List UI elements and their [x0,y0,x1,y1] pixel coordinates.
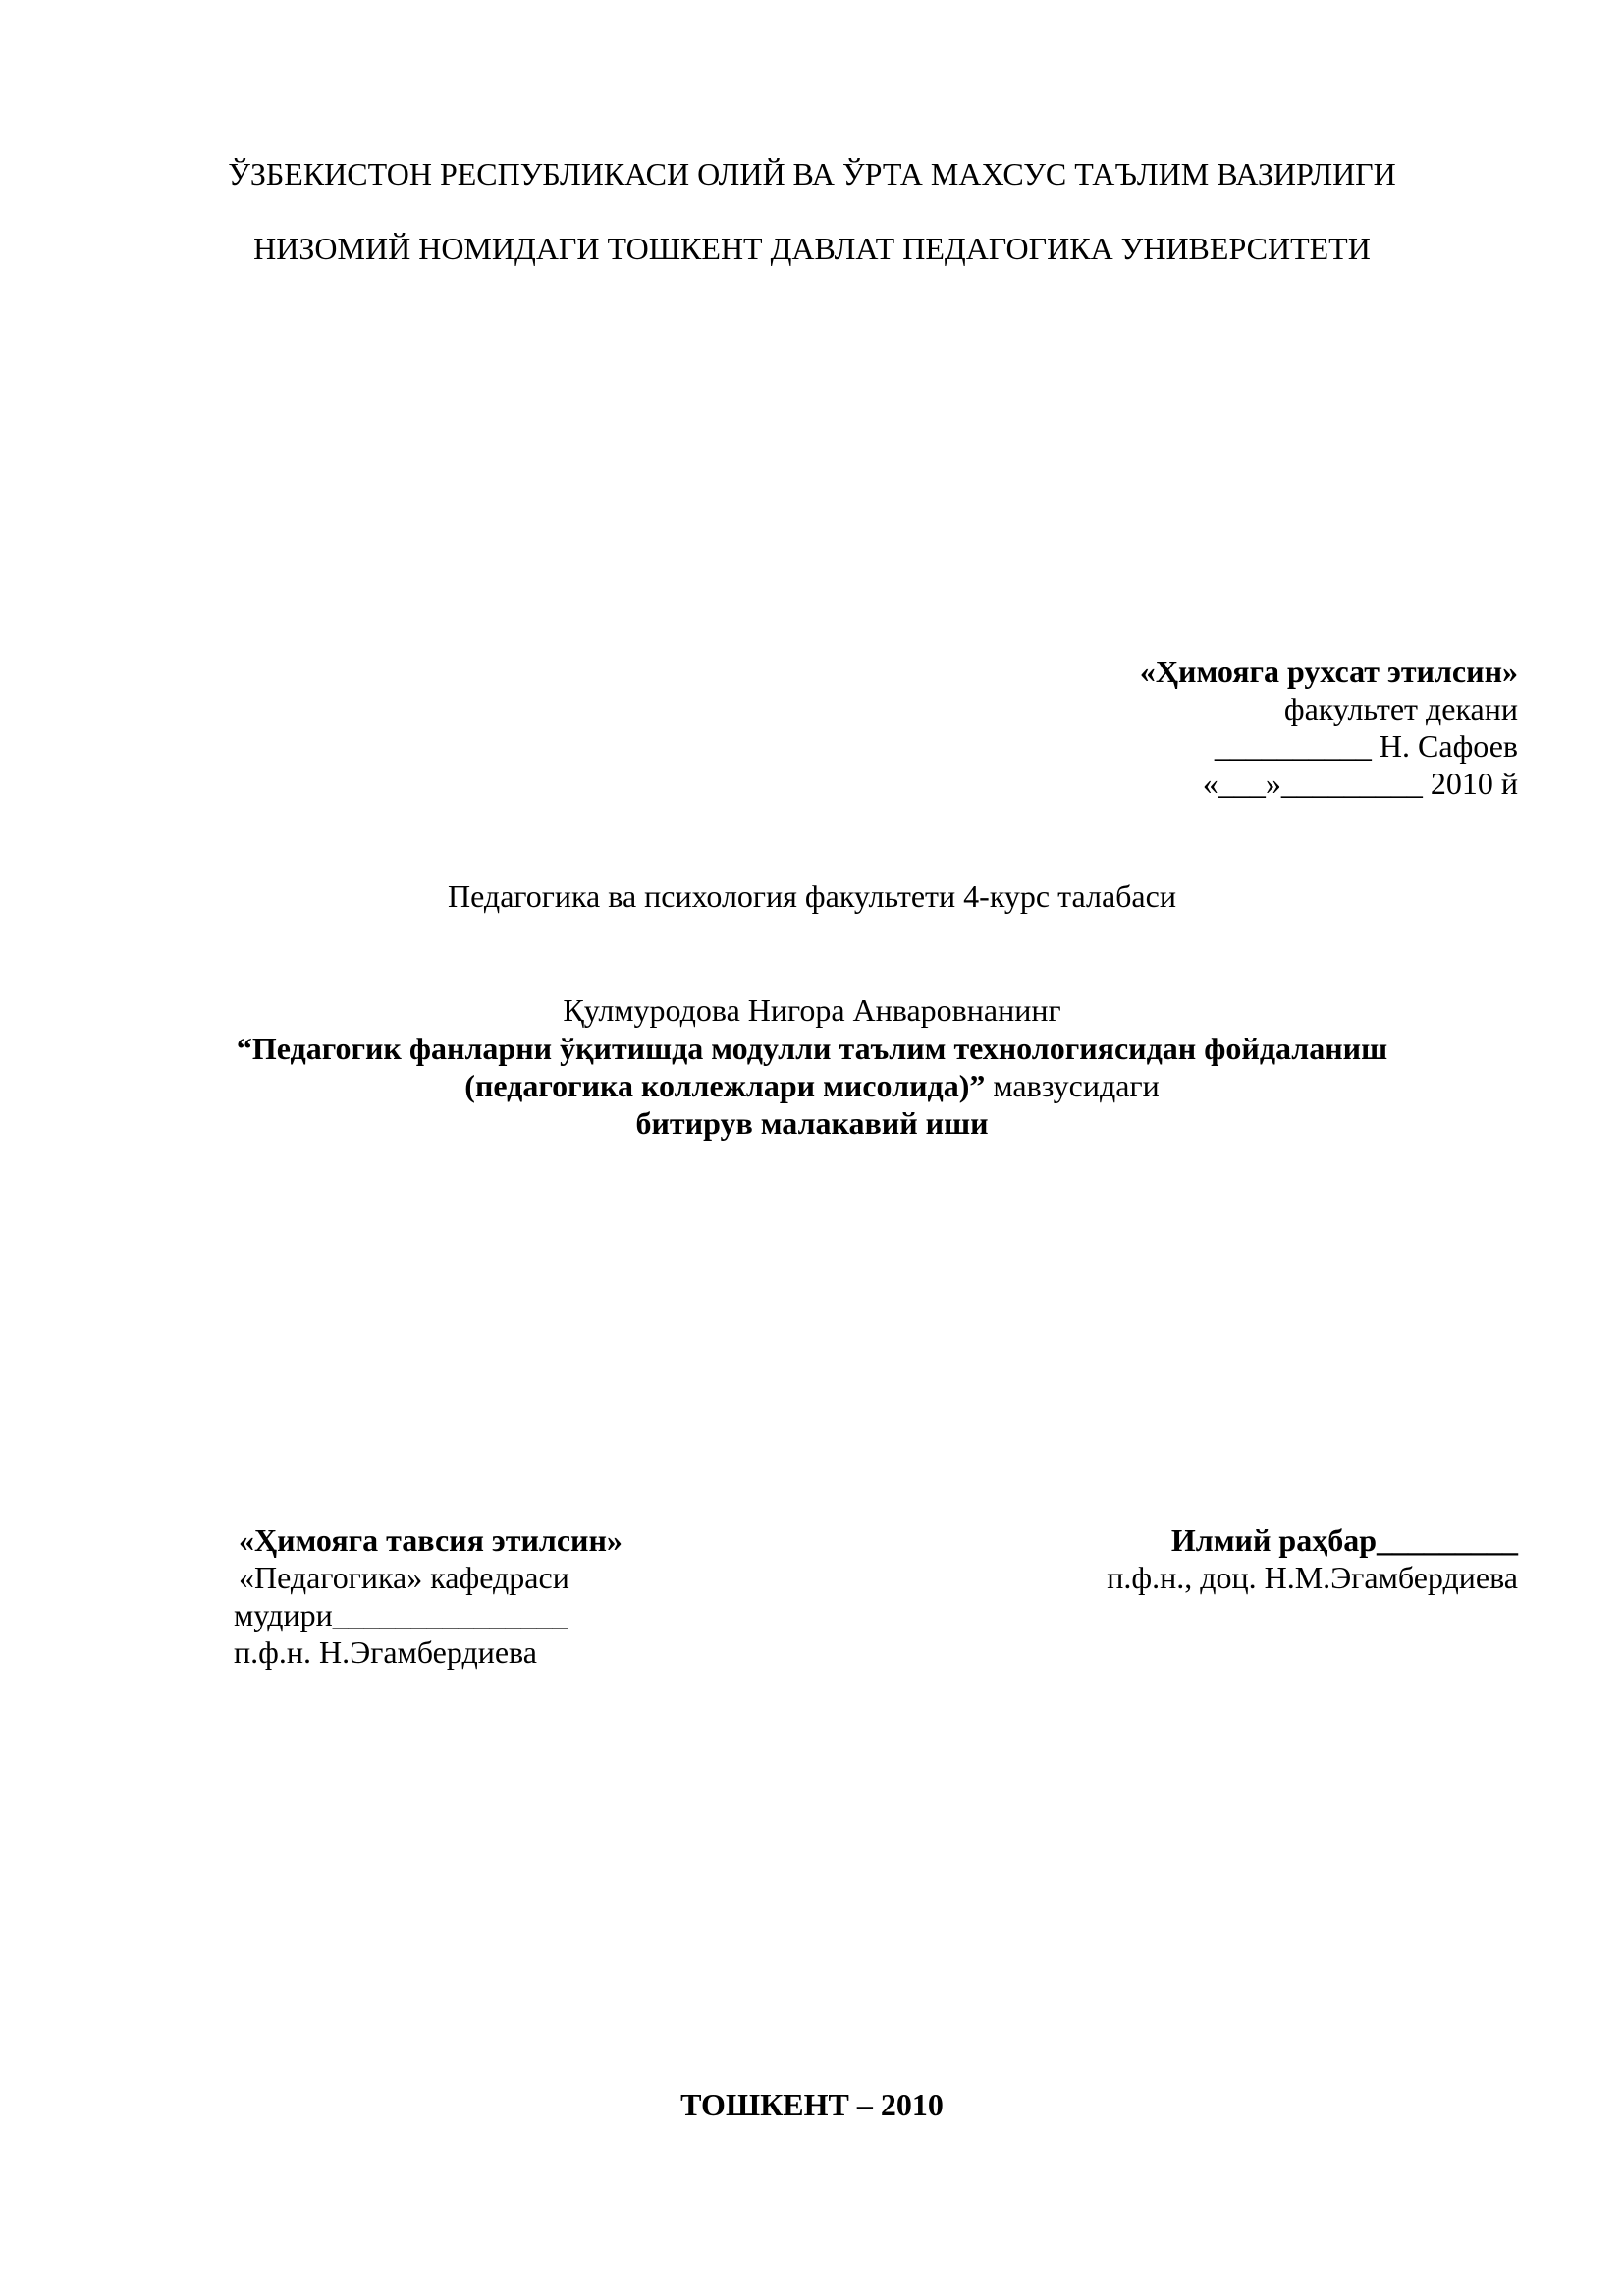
thesis-title-line2-bold: (педагогика коллежлари мисолида)” [464,1068,986,1103]
ministry-heading: ЎЗБЕКИСТОН РЕСПУБЛИКАСИ ОЛИЙ ВА ЎРТА МАХСУС ТАЪЛИМ ВАЗИРЛИГИ [228,156,1396,191]
student-faculty-line: Педагогика ва психология факультети 4-курс талабаси [448,879,1176,914]
thesis-work-type: битирув малакавий иши [635,1105,989,1141]
thesis-title-line1: “Педагогик фанларни ўқитишда модулли таълим технологиясидан фойдаланиш [236,1031,1388,1066]
recommendation-heading: «Ҳимояга тавсия этилсин» [239,1522,623,1558]
university-heading: НИЗОМИЙ НОМИДАГИ ТОШКЕНТ ДАВЛАТ ПЕДАГОГИКА УНИВЕРСИТЕТИ [253,231,1371,266]
approval-signature: __________ Н. Сафоев [1214,728,1518,764]
thesis-title-line2 [0,1067,1624,1104]
recommendation-department: «Педагогика» кафедраси [239,1560,569,1595]
approval-heading: «Ҳимояга рухсат этилсин» [1139,654,1518,689]
supervisor-name: п.ф.н., доц. Н.М.Эгамбердиева [1107,1560,1518,1595]
footer-city-year: ТОШКЕНТ – 2010 [680,2087,944,2122]
recommendation-head: мудири_______________ [234,1597,568,1632]
recommendation-name: п.ф.н. Н.Эгамбердиева [234,1634,537,1670]
approval-position: факультет декани [1283,691,1518,726]
student-name: Қулмуродова Нигора Анваровнанинг [563,992,1061,1028]
approval-date: «___»_________ 2010 й [1202,766,1518,801]
supervisor-heading: Илмий раҳбар_________ [1170,1522,1518,1558]
thesis-title-line2-suffix: мавзусидаги [985,1068,1160,1103]
